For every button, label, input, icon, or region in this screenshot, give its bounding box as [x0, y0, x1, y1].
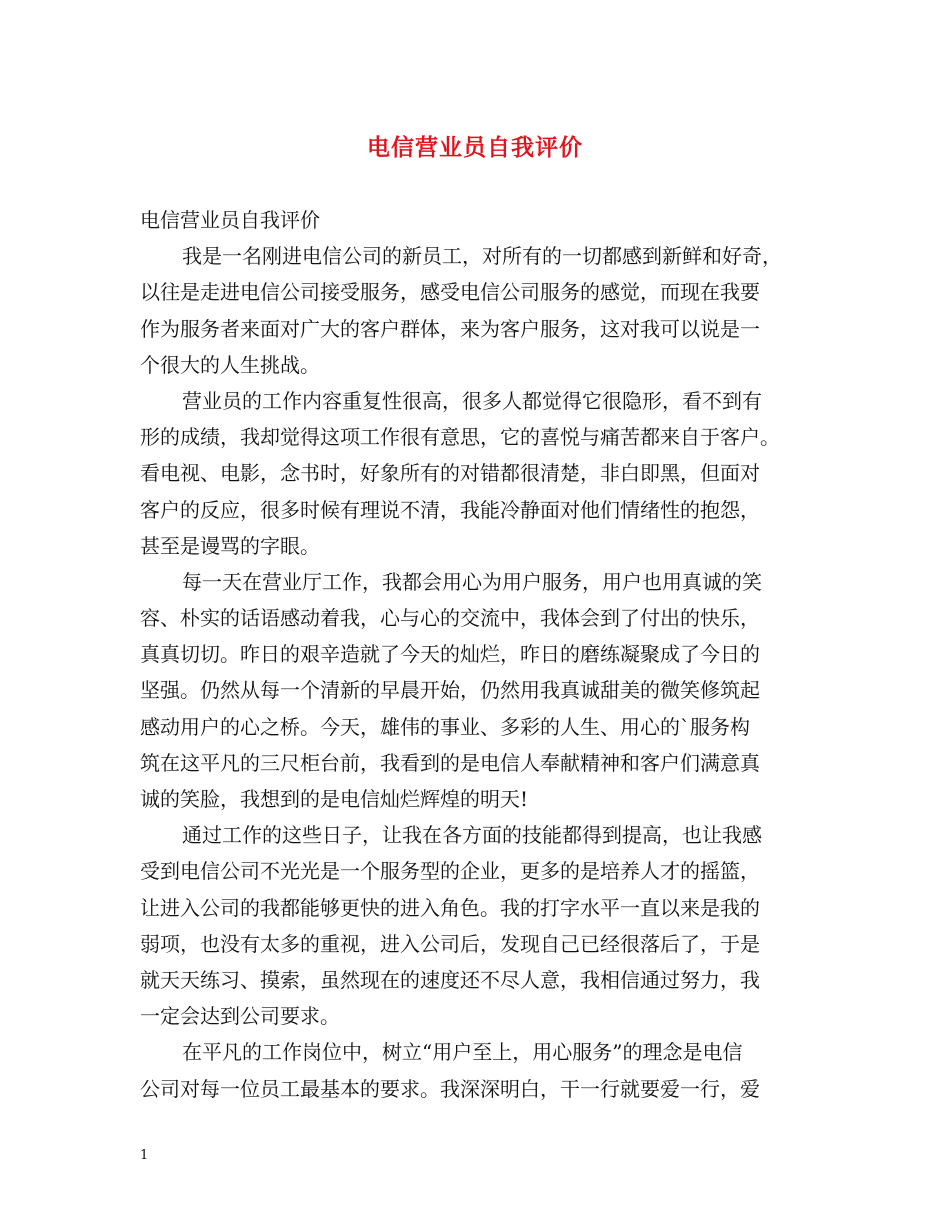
- body-line: 营业员的工作内容重复性很高，很多人都觉得它很隐形，看不到有: [182, 388, 762, 413]
- body-line: 看电视、电影，念书时，好象所有的对错都很清楚，非白即黑，但面对: [140, 461, 760, 486]
- body-line: 以往是走进电信公司接受服务，感受电信公司服务的感觉，而现在我要: [140, 280, 760, 305]
- body-line: 就天天练习、摸索，虽然现在的速度还不尽人意，我相信通过努力，我: [140, 967, 760, 992]
- body-line: 真真切切。昨日的艰辛造就了今天的灿烂，昨日的磨练凝聚成了今日的: [140, 642, 760, 667]
- body-line: 感动用户的心之桥。今天，雄伟的事业、多彩的人生、用心的`服务构: [140, 714, 750, 739]
- body-line: 甚至是谩骂的字眼。: [140, 533, 320, 558]
- page-number: 1: [140, 1148, 149, 1163]
- body-line: 筑在这平凡的三尺柜台前，我看到的是电信人奉献精神和客户们满意真: [140, 750, 760, 775]
- body-line: 弱项，也没有太多的重视，进入公司后，发现自己已经很落后了，于是: [140, 931, 760, 956]
- body-line: 每一天在营业厅工作，我都会用心为用户服务，用户也用真诚的笑: [182, 569, 762, 594]
- body-line: 我是一名刚进电信公司的新员工，对所有的一切都感到新鲜和好奇，: [182, 244, 782, 269]
- body-line: 受到电信公司不光光是一个服务型的企业，更多的是培养人才的摇篮，: [140, 859, 760, 884]
- body-line: 一定会达到公司要求。: [140, 1004, 340, 1029]
- body-line: 让进入公司的我都能够更快的进入角色。我的打字水平一直以来是我的: [140, 895, 760, 920]
- body-line: 坚强。仍然从每一个清新的早晨开始，仍然用我真诚甜美的微笑修筑起: [140, 678, 760, 703]
- body-line: 客户的反应，很多时候有理说不清，我能冷静面对他们情绪性的抱怨，: [140, 497, 760, 522]
- body-line: 通过工作的这些日子，让我在各方面的技能都得到提高，也让我感: [182, 823, 762, 848]
- body-line: 诚的笑脸，我想到的是电信灿烂辉煌的明天!: [140, 787, 529, 811]
- document-body: [140, 202, 820, 1107]
- document-title: 电信营业员自我评价: [367, 134, 583, 161]
- body-line: 个很大的人生挑战。: [140, 352, 320, 377]
- body-line: 形的成绩，我却觉得这项工作很有意思，它的喜悦与痛苦都来自于客户。: [140, 425, 780, 450]
- body-line: 在平凡的工作岗位中，树立“用户至上，用心服务”的理念是电信: [182, 1040, 743, 1065]
- body-line: 电信营业员自我评价: [140, 208, 320, 232]
- body-line: 公司对每一位员工最基本的要求。我深深明白，干一行就要爱一行，爱: [140, 1076, 760, 1101]
- body-line: 作为服务者来面对广大的客户群体，来为客户服务，这对我可以说是一: [140, 316, 760, 341]
- body-line: 容、朴实的话语感动着我，心与心的交流中，我体会到了付出的快乐，: [140, 606, 760, 631]
